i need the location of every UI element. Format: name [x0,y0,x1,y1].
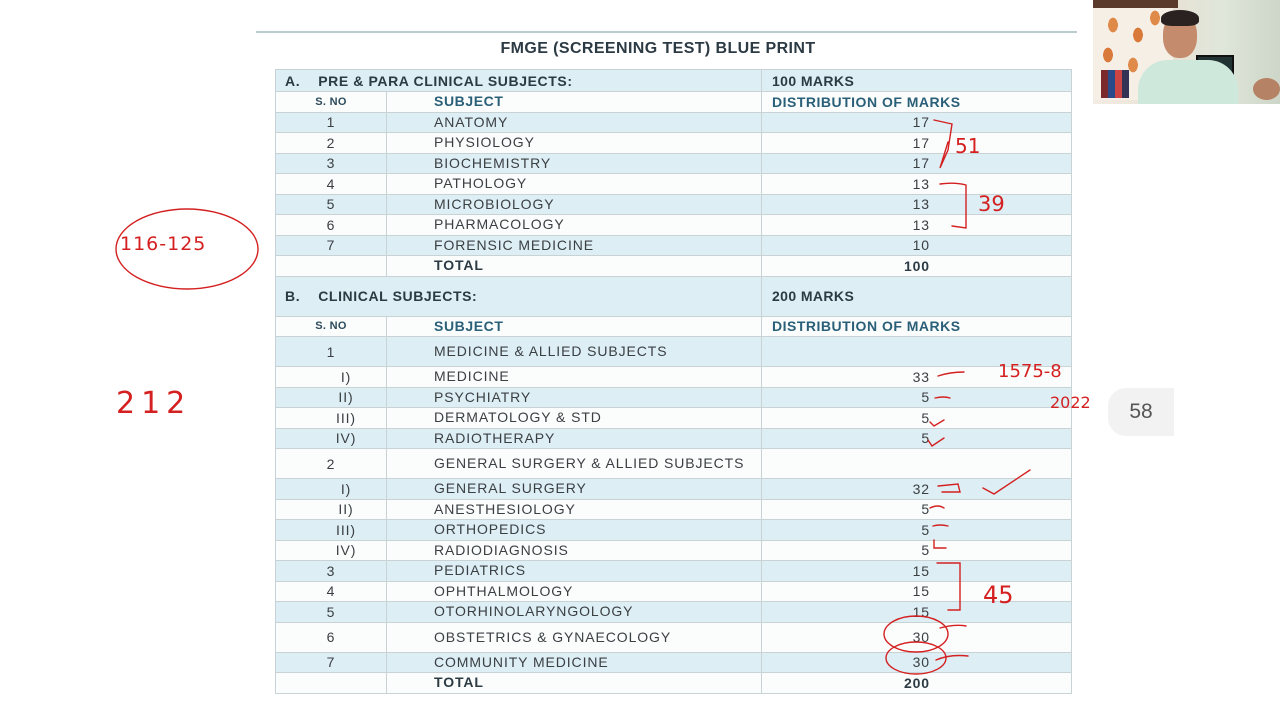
slide-top-rule [256,31,1077,33]
table-row: III) DERMATOLOGY & STD 5 [276,407,1071,428]
bookshelf [1101,70,1129,98]
table-row: 4 PATHOLOGY 13 [276,173,1071,194]
table-row: 7 FORENSIC MEDICINE 10 [276,235,1071,256]
table-row: 4 OPHTHALMOLOGY 15 [276,581,1071,602]
table-row: III) ORTHOPEDICS 5 [276,519,1071,540]
section-a-letter: A. [285,72,301,89]
table-row: 1 ANATOMY 17 [276,112,1071,133]
table-row: I) MEDICINE 33 [276,366,1071,387]
group-row: 1 MEDICINE & ALLIED SUBJECTS [276,336,1071,366]
table-row: 7 COMMUNITY MEDICINE 30 [276,652,1071,673]
table-row: II) ANESTHESIOLOGY 5 [276,499,1071,520]
group-row: 2 GENERAL SURGERY & ALLIED SUBJECTS [276,448,1071,478]
annotation-year-note: 2022 [1050,393,1091,412]
col-subject: SUBJECT [387,317,762,337]
annotation-side-note: 212 [116,386,192,421]
section-a-title: PRE & PARA CLINICAL SUBJECTS: [318,72,573,89]
col-distribution: DISTRIBUTION OF MARKS [772,318,961,335]
table-row: 2 PHYSIOLOGY 17 [276,132,1071,153]
annotation-sum-45: 45 [983,581,1014,609]
table-row: II) PSYCHIATRY 5 [276,387,1071,408]
blueprint-table [275,69,1072,694]
section-a-header [276,69,1071,91]
page-title: FMGE (SCREENING TEST) BLUE PRINT [500,40,816,57]
table-row: 5 OTORHINOLARYNGOLOGY 15 [276,601,1071,622]
table-row: IV) RADIODIAGNOSIS 5 [276,540,1071,561]
section-b-total-row: TOTAL 200 [276,672,1071,693]
table-row: I) GENERAL SURGERY 32 [276,478,1071,499]
table-row: 5 MICROBIOLOGY 13 [276,194,1071,215]
col-subject: SUBJECT [387,92,762,112]
table-row: 3 PEDIATRICS 15 [276,560,1071,581]
presenter-body [1138,60,1238,104]
table-row: 6 OBSTETRICS & GYNAECOLOGY 30 [276,622,1071,652]
slide-page-number: 58 [1108,388,1174,436]
section-b-title: CLINICAL SUBJECTS: [318,288,478,304]
section-b-header [276,276,1071,316]
annotation-oval-note: 116-125 [120,233,207,255]
presenter-webcam [1093,0,1280,104]
annotation-sum-39: 39 [978,192,1005,216]
table-row: 6 PHARMACOLOGY 13 [276,214,1071,235]
section-b-column-headers [276,316,1071,337]
section-a-total-row: TOTAL 100 [276,255,1071,276]
col-sno: S. NO [276,92,387,112]
presenter-hand [1253,78,1280,100]
section-a-column-headers [276,91,1071,112]
annotation-medicine-note: 1575-8 [998,361,1062,382]
table-row: IV) RADIOTHERAPY 5 [276,428,1071,449]
col-distribution: DISTRIBUTION OF MARKS [772,93,961,110]
section-b-marks: 200 MARKS [772,288,855,304]
section-b-letter: B. [285,288,301,304]
table-row: 3 BIOCHEMISTRY 17 [276,153,1071,174]
col-sno: S. NO [276,317,387,337]
annotation-sum-51: 51 [955,134,981,158]
section-a-marks: 100 MARKS [772,72,855,89]
